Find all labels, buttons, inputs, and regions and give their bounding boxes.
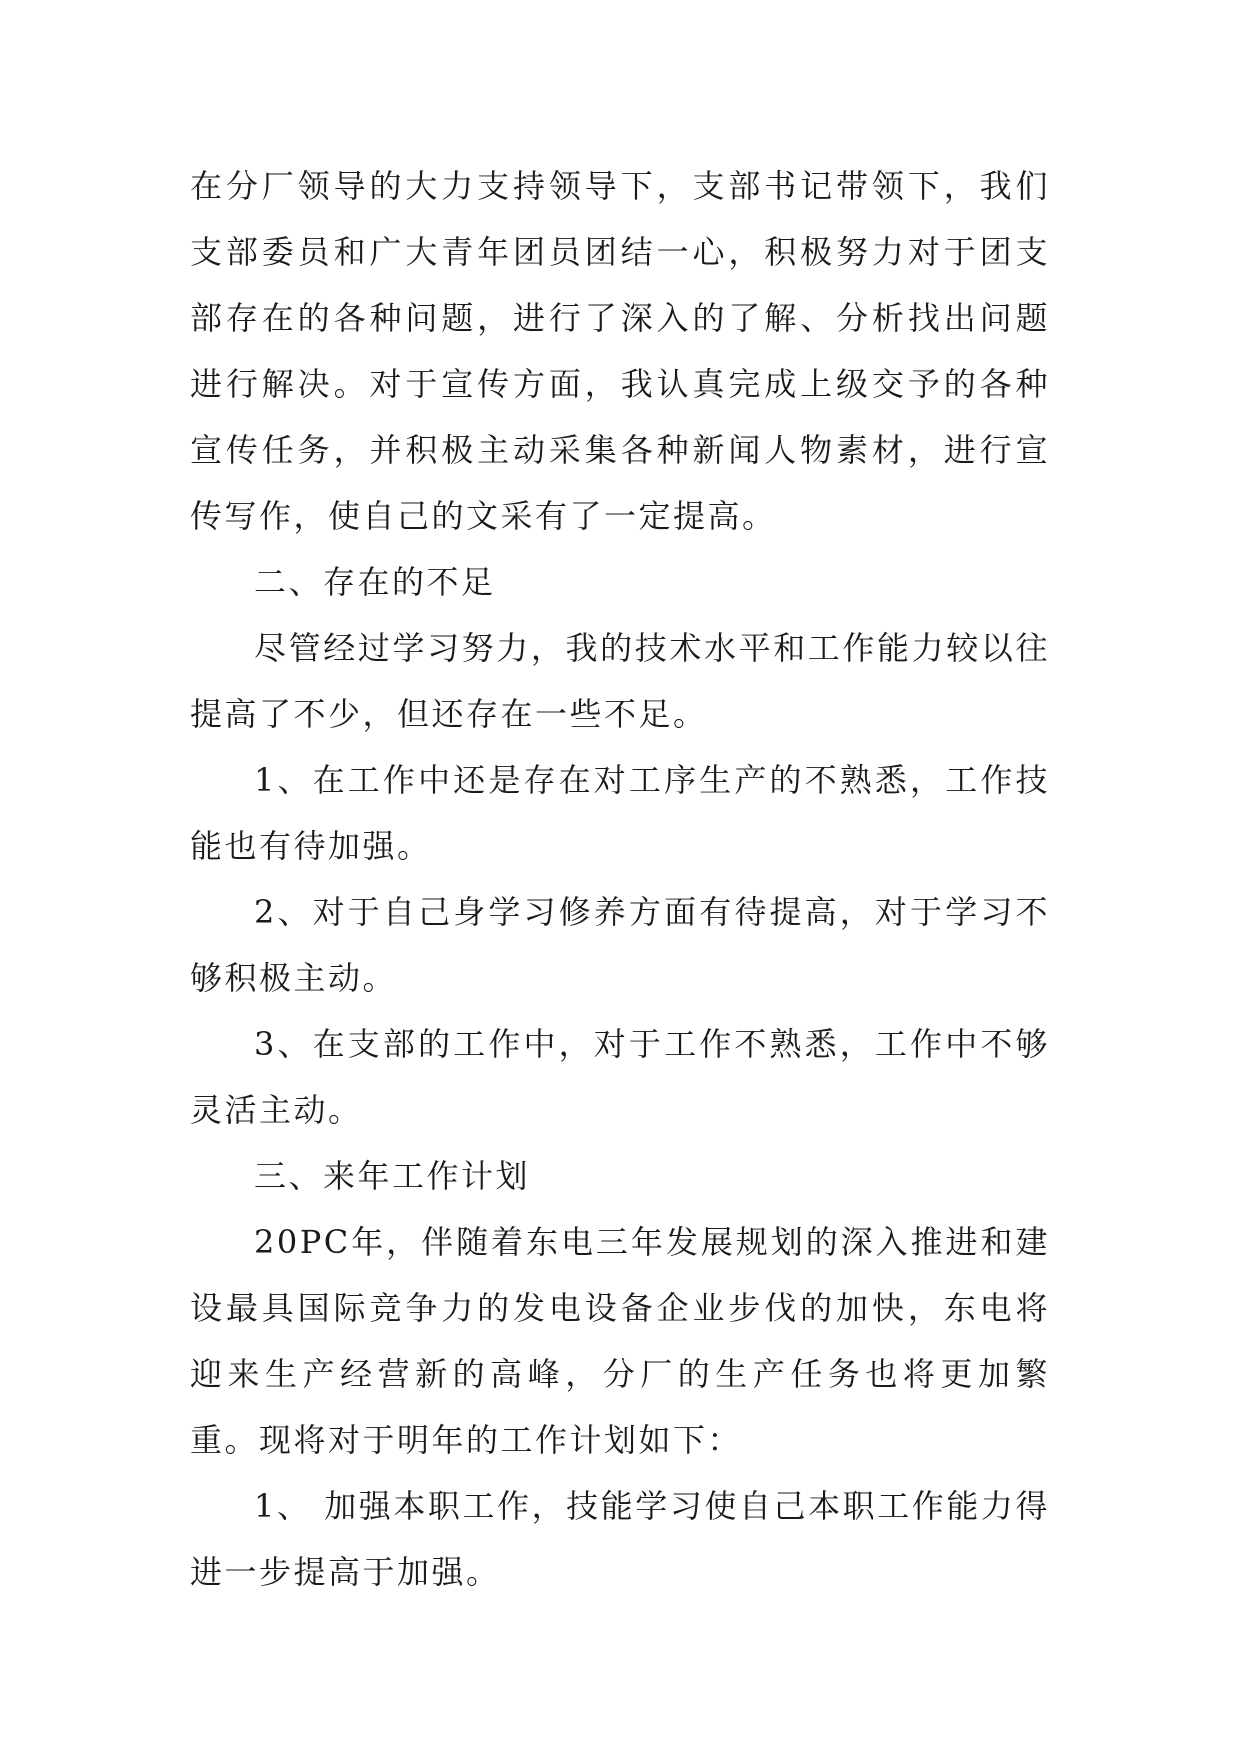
list-item-shortcoming-3: 3、在支部的工作中，对于工作不熟悉，工作中不够灵活主动。 [190,1025,1050,1129]
list-item-plan-1: 1、 加强本职工作，技能学习使自己本职工作能力得进一步提高于加强。 [190,1487,1050,1591]
list-item-shortcoming-1: 1、在工作中还是存在对工序生产的不熟悉，工作技能也有待加强。 [190,761,1050,865]
paragraph-plan-intro: 20PC年，伴随着东电三年发展规划的深入推进和建设最具国际竞争力的发电设备企业步伐的加快，东电将迎来生产经营新的高峰，分厂的生产任务也将更加繁重。现将对于明年的工作计划如下： [190,1223,1050,1459]
section-heading-shortcomings: 二、存在的不足 [254,563,496,601]
list-item-shortcoming-2: 2、对于自己身学习修养方面有待提高，对于学习不够积极主动。 [190,893,1050,997]
document-body [190,153,1050,1605]
section-heading-next-year-plan: 三、来年工作计划 [254,1157,531,1195]
paragraph-shortcomings-intro: 尽管经过学习努力，我的技术水平和工作能力较以往提高了不少，但还存在一些不足。 [190,629,1050,733]
paragraph-party-branch-work: 在分厂领导的大力支持领导下，支部书记带领下，我们支部委员和广大青年团员团结一心，积极努力对于团支部存在的各种问题，进行了深入的了解、分析找出问题进行解决。对于宣传方面，我认真完成上级交予的各种宣传任务，并积极主动采集各种新闻人物素材，进行宣传写作，使自己的文采有了一定提高。 [190,167,1050,535]
